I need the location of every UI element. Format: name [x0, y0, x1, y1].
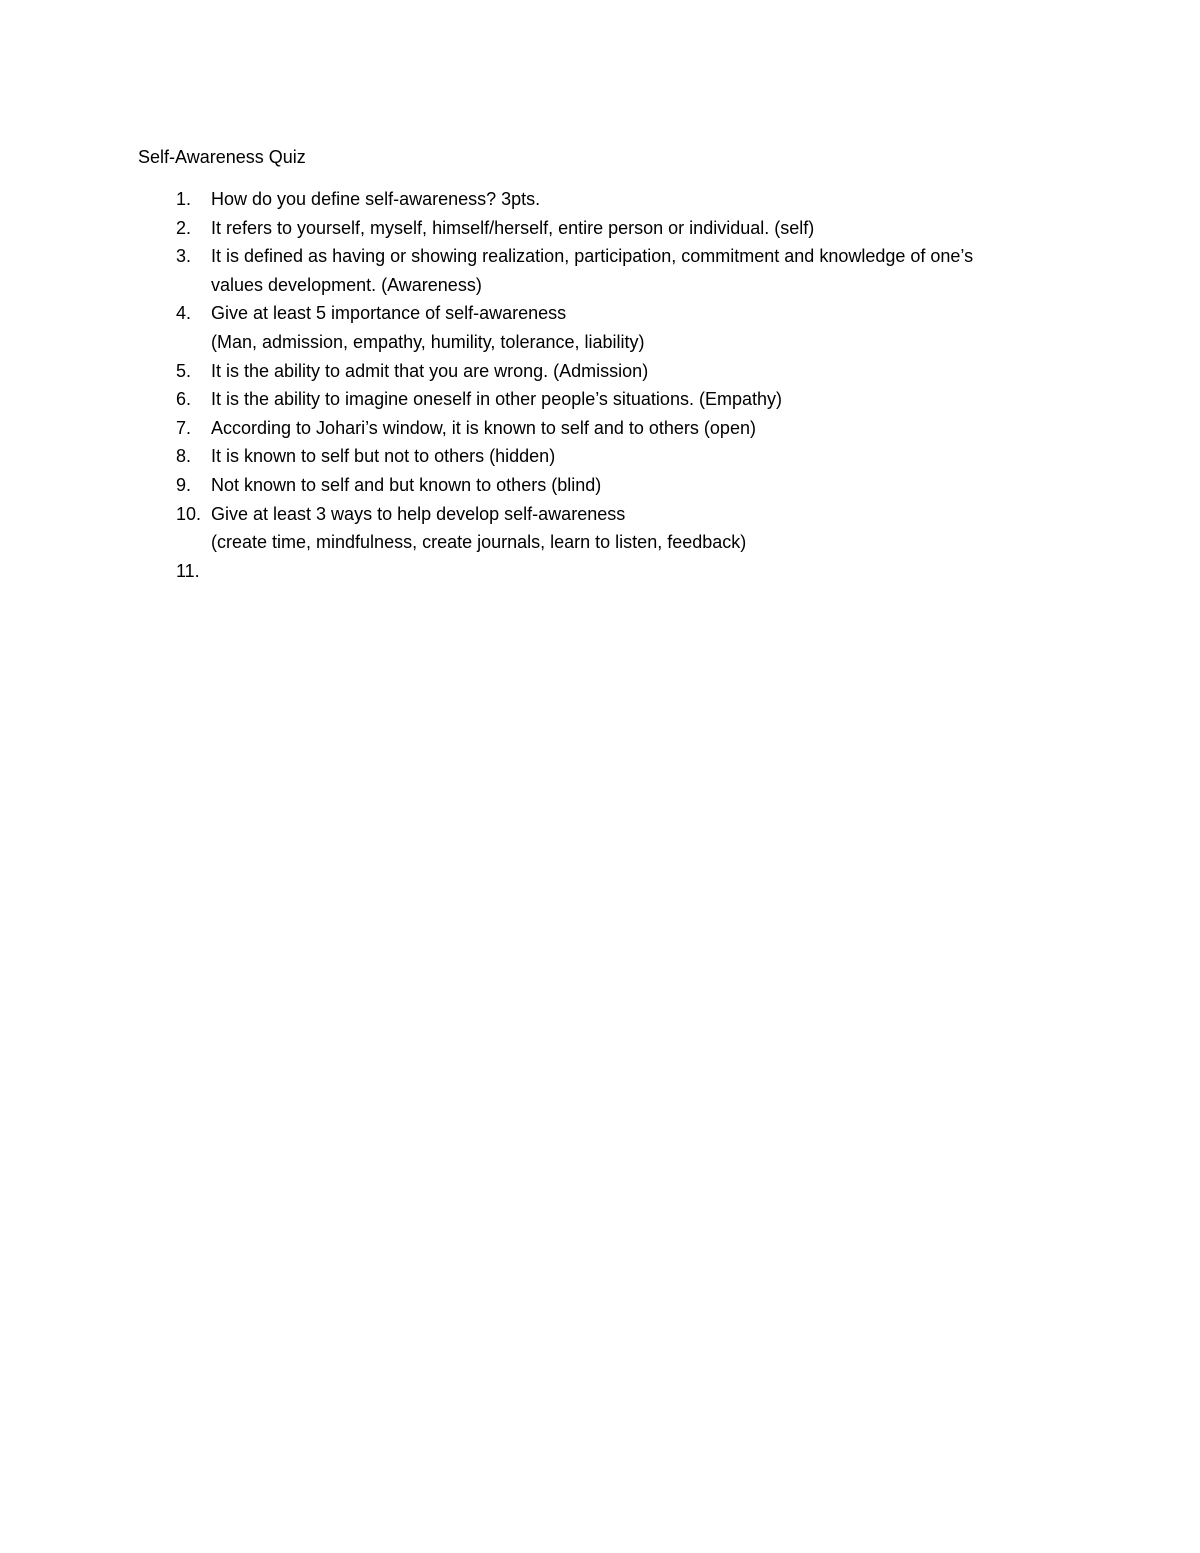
item-text: How do you define self-awareness? 3pts. — [211, 189, 541, 209]
item-number: 7. — [176, 417, 192, 438]
item-number: 1. — [176, 189, 192, 209]
item-number: 9. — [176, 474, 192, 495]
list-item — [0, 385, 1200, 414]
item-text: It is known to self but not to others (hidden) — [211, 446, 556, 467]
list-item — [0, 442, 1200, 471]
item-number: 3. — [176, 246, 192, 267]
item-text: Give at least 5 importance of self-awareness — [211, 303, 567, 324]
list-item — [0, 185, 1200, 214]
quiz-question-list — [0, 185, 1200, 585]
document-title: Self-Awareness Quiz — [138, 147, 306, 167]
item-number: 11. — [176, 560, 200, 581]
item-number: 4. — [176, 303, 192, 324]
item-text: It is defined as having or showing realization, participation, commitment and knowledge of one’s — [211, 246, 974, 267]
list-item — [0, 357, 1200, 386]
list-item — [0, 557, 1200, 586]
item-text: Give at least 3 ways to help develop self-awareness — [211, 503, 626, 524]
item-text: It is the ability to imagine oneself in other people’s situations. (Empathy) — [211, 389, 782, 410]
list-item — [0, 500, 1200, 557]
item-text-continued: (create time, mindfulness, create journals, learn to listen, feedback) — [211, 532, 747, 553]
item-number: 6. — [176, 389, 192, 410]
item-text: It refers to yourself, myself, himself/herself, entire person or individual. (self) — [211, 217, 815, 238]
item-text: It is the ability to admit that you are wrong. (Admission) — [211, 360, 649, 381]
list-item — [0, 471, 1200, 500]
item-number: 5. — [176, 360, 192, 381]
item-text-continued: values development. (Awareness) — [211, 274, 482, 295]
item-number: 2. — [176, 217, 192, 238]
list-item — [0, 242, 1200, 299]
item-text-continued: (Man, admission, empathy, humility, tolerance, liability) — [211, 331, 645, 352]
item-text: Not known to self and but known to others (blind) — [211, 474, 602, 495]
item-text: According to Johari’s window, it is known to self and to others (open) — [211, 417, 756, 438]
list-item — [0, 414, 1200, 443]
list-item — [0, 214, 1200, 243]
item-number: 10. — [176, 503, 202, 524]
item-text — [211, 557, 1091, 586]
item-number: 8. — [176, 446, 192, 467]
list-item — [0, 299, 1200, 356]
